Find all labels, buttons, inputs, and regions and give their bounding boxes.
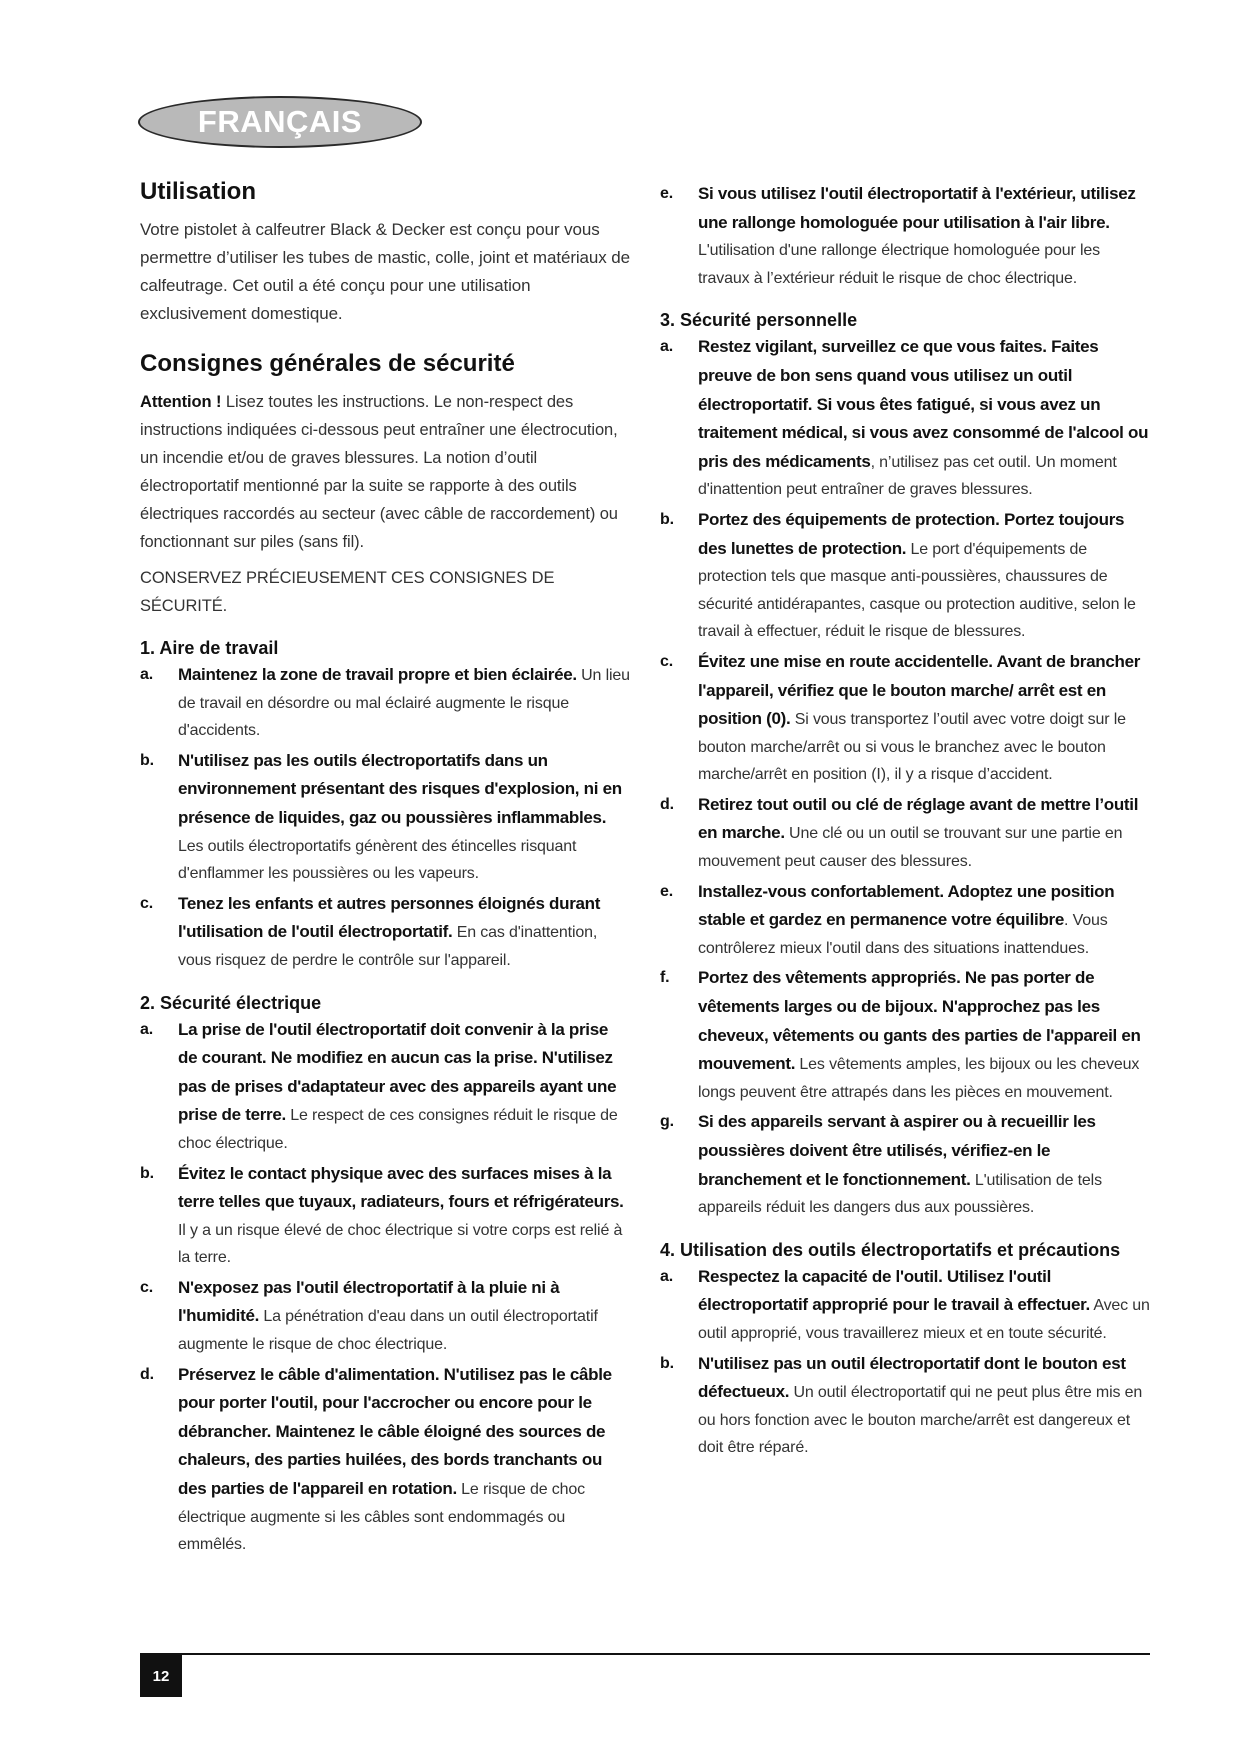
item-text: Il y a un risque élevé de choc électrique si votre corps est relié à la terre. [178,1221,623,1267]
item-label: c. [140,894,154,912]
use-title: Utilisation [140,178,257,205]
item-text: Les vêtements amples, les bijoux ou les cheveux longs peuvent être attrapés dans les pièces en mouvement. [698,1056,1140,1101]
item-text: Le respect de ces consignes réduit le risque de choc électrique. [178,1107,618,1152]
list-item [660,1263,1152,1348]
item-label: b. [140,1164,154,1182]
list-item [140,1160,630,1272]
item-label: a. [660,1267,674,1285]
item-label: c. [660,652,674,670]
item-text: Avec un outil approprié, vous travaillerez mieux et en toute sécurité. [698,1297,1150,1342]
item-bold: N'exposez pas l'outil électroportatif à la pluie ni à l'humidité. [178,1277,560,1326]
item-bold: Retirez tout outil ou clé de réglage avant de mettre l’outil en marche. [698,794,1139,843]
item-bold: Restez vigilant, surveillez ce que vous faites. Faites preuve de bon sens quand vous utilisez un outil électroportatif. Si vous êtes fatigué, si vous avez un traitement médical, si vous avez consommé de l'alcool ou pris des médicaments [698,337,1149,471]
item-text: Un outil électroportatif qui ne peut plus être mis en ou hors fonction avec le bouton marche/arrêt est dangereux et doit être réparé. [698,1384,1143,1457]
list-item [660,648,1152,789]
item-text: L'utilisation d'une rallonge électrique homologuée pour les travaux à l’extérieur réduit le risque de choc électrique. [698,242,1100,287]
item-label: f. [660,969,670,987]
list-item [660,1350,1152,1462]
list-item [660,791,1152,876]
item-label: d. [660,795,674,813]
item-label: a. [140,666,154,683]
item-label: a. [140,1020,154,1038]
item-bold: Préservez le câble d'alimentation. N'utilisez pas le câble pour porter l'outil, pour l'accrocher ou encore pour le débrancher. Maintenez le câble éloigné des sources de chaleurs, des parties huilées, des bords tranchants ou des parties de l'appareil en rotation. [178,1364,612,1499]
item-text: . Vous contrôlerez mieux l'outil dans des situations inattendues. [698,912,1108,957]
list-item [660,964,1152,1106]
item-text: Le port d'équipements de protection tels que masque anti-poussières, chaussures de sécurité antidérapantes, casque ou protection auditive, selon le travail à effectuer, réduit le risque de blessures. [698,540,1136,641]
item-text: La pénétration d'eau dans un outil électroportatif augmente le risque de choc électrique. [178,1308,598,1354]
item-bold: Si des appareils servant à aspirer ou à recueillir les poussières doivent être utilisés, vérifiez-en le branchement et le fonctionnement. [698,1112,1096,1189]
attention-label: Attention ! [140,393,222,411]
left-column [140,178,630,1561]
list-item [140,1274,630,1359]
item-bold: Installez-vous confortablement. Adoptez une position stable et gardez en permanence votre équilibre [698,881,1115,930]
footer-rule [140,1653,1150,1655]
item-text: Une clé ou un outil se trouvant sur une partie en mouvement peut causer des blessures. [698,825,1123,871]
list-item [660,878,1152,963]
list-item [140,890,630,975]
item-bold: N'utilisez pas un outil électroportatif dont le bouton est défectueux. [698,1353,1126,1402]
item-text: Si vous transportez l’outil avec votre doigt sur le bouton marche/arrêt ou si vous le branchez avec le bouton marche/arrêt en position (I), il y a risque d’accident. [698,711,1126,784]
safety-title: Consignes générales de sécurité [140,350,515,377]
item-label: b. [660,1354,674,1372]
item-label: e. [660,185,674,202]
section-3-title: 3. Sécurité personnelle [660,310,858,331]
item-text: Un lieu de travail en désordre ou mal éclairé augmente le risque d'accidents. [178,667,630,740]
list-item [140,747,630,888]
item-text: , n’utilisez pas cet outil. Un moment d'inattention peut entraîner de graves blessures. [698,453,1117,499]
item-label: e. [660,882,674,900]
item-label: a. [660,338,674,356]
item-bold: Maintenez la zone de travail propre et bien éclairée. [178,665,577,684]
attention-text: Lisez toutes les instructions. Le non-respect des instructions indiquées ci-dessous peut entraîner une électrocution, un incendie et/ou de graves blessures. La notion d’outil électroportatif mentionné par la suite se rapporte à des outils électriques raccordés au secteur (avec câble de raccordement) ou fonctionnant sur piles (sans fil). [140,393,618,551]
list-item [140,661,630,745]
page-number: 12 [140,1655,182,1697]
item-bold: Évitez une mise en route accidentelle. Avant de brancher l'appareil, vérifiez que le bouton marche/ arrêt est en position (0). [698,651,1141,729]
item-bold: Si vous utilisez l'outil électroportatif à l'extérieur, utilisez une rallonge homologuée pour utilisation à l'air libre. [698,184,1136,232]
item-bold: Évitez le contact physique avec des surfaces mises à la terre telles que tuyaux, radiateurs, fours et réfrigérateurs. [178,1163,624,1212]
item-label: b. [140,751,154,769]
list-item [660,1108,1152,1221]
item-label: b. [660,510,674,528]
section-1-title: 1. Aire de travail [140,638,279,658]
list-item [660,333,1152,504]
list-item [140,1361,630,1559]
item-bold: N'utilisez pas les outils électroportatifs dans un environnement présentant des risques d'explosion, ni en présence de liquides, gaz ou poussières inflammables. [178,750,622,827]
list-item [660,180,1152,292]
right-column [660,178,1152,1464]
item-text: En cas d'inattention, vous risquez de perdre le contrôle sur l'appareil. [178,924,598,969]
item-text: Les outils électroportatifs génèrent des étincelles risquant d'enflammer les poussières ou les vapeurs. [178,837,577,883]
attention-paragraph [140,388,630,556]
use-text: Votre pistolet à calfeutrer Black & Decker est conçu pour vous permettre d’utiliser les tubes de mastic, colle, joint et matériaux de calfeutrage. Cet outil a été conçu pour une utilisation exclusivement domestique. [140,220,631,323]
item-label: g. [660,1113,674,1131]
item-bold: Portez des vêtements appropriés. Ne pas porter de vêtements larges ou de bijoux. N'approchez pas les cheveux, vêtements ou gants des parties de l'appareil en mouvement. [698,968,1141,1074]
item-bold: Respectez la capacité de l'outil. Utilisez l'outil électroportatif approprié pour le travail à effectuer. [698,1266,1090,1315]
item-bold: Tenez les enfants et autres personnes éloignés durant l'utilisation de l'outil électroportatif. [178,893,601,942]
item-bold: La prise de l'outil électroportatif doit convenir à la prise de courant. Ne modifiez en aucun cas la prise. N'utilisez pas de prises d'adaptateur avec des appareils ayant une prise de terre. [178,1019,617,1125]
section-4-title: 4. Utilisation des outils électroportatifs et précautions [660,1239,1121,1260]
list-item [140,1016,630,1158]
item-bold: Portez des équipements de protection. Portez toujours des lunettes de protection. [698,509,1125,558]
language-badge [138,96,422,148]
section-2-title: 2. Sécurité électrique [140,992,322,1013]
list-item [660,506,1152,646]
item-label: c. [140,1278,154,1296]
item-label: d. [140,1365,154,1383]
item-text: L'utilisation de tels appareils réduit les dangers dus aux poussières. [698,1171,1102,1217]
language-label: FRANÇAIS [197,104,363,139]
keep-instructions: CONSERVEZ PRÉCIEUSEMENT CES CONSIGNES DE SÉCURITÉ. [140,569,555,615]
item-text: Le risque de choc électrique augmente si les câbles sont endommagés ou emmêlés. [178,1481,585,1554]
